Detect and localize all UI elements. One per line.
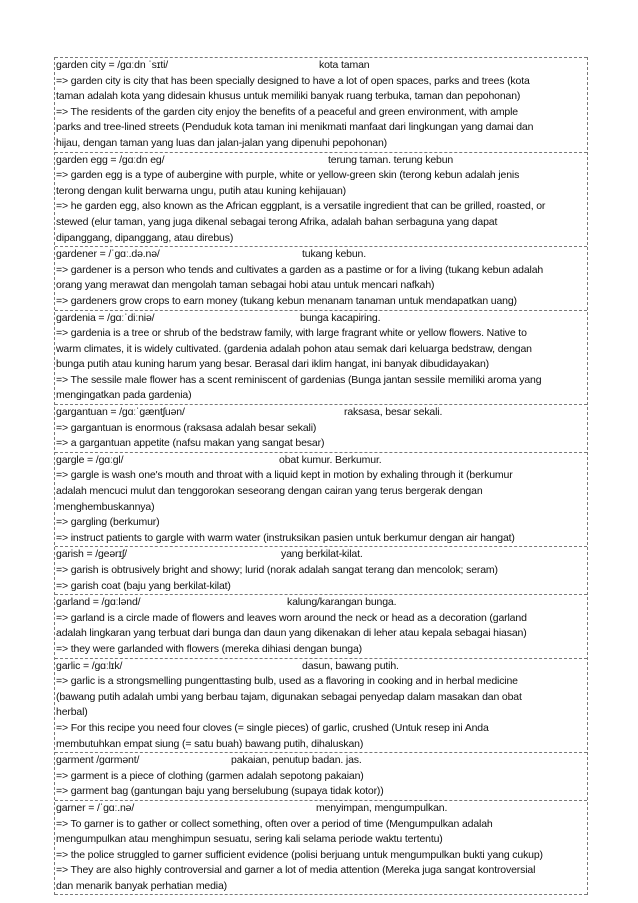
dictionary-entry [55,452,587,547]
entry-term: garish = /ɡeərɪʃ/ [56,548,127,561]
entry-text-line: taman adalah kota yang didesain khusus untuk memiliki banyak ruang terbuka, taman dan pepohonan) [56,90,521,103]
entry-translation: pakaian, penutup badan. jas. [231,754,362,767]
entry-text-line: => garden egg is a type of aubergine with purple, white or yellow-green skin (terong kebun adalah jenis [56,169,520,182]
entry-text-line: terong dengan kulit berwarna ungu, putih atau kuning kehijauan) [56,184,347,197]
entry-text-line: adalah lingkaran yang terbuat dari bunga dan daun yang dikenakan di leher atau kepala sebagai hiasan) [56,627,527,640]
entry-text-line: => instruct patients to gargle with warm water (instruksikan pasien untuk berkumur dengan air hangat) [56,531,515,544]
dictionary-entry [55,310,587,405]
entry-text-line: => To garner is to gather or collect something, often over a period of time (Mengumpulkan adalah [56,817,493,830]
entry-text-line: => garlic is a strongsmelling pungenttasting bulb, used as a flavoring in cooking and in herbal medicine [56,675,518,688]
dictionary-entry [55,594,587,657]
entry-text-line: stewed (elur taman, yang juga dikenal sebagai terong Afrika, adalah bahan serbaguna yang dapat [56,215,498,228]
entry-term: gargle = /ɡɑːɡl/ [56,453,124,466]
entry-text-line: => gardenia is a tree or shrub of the bedstraw family, with large fragrant white or yellow flowers. Native to [56,327,527,340]
entry-text-line: => gargle is wash one's mouth and throat with a liquid kept in motion by exhaling through it (berkumur [56,469,513,482]
entry-translation: yang berkilat-kilat. [281,548,363,561]
entry-translation: obat kumur. Berkumur. [279,453,382,466]
entry-text-line: => gargantuan is enormous (raksasa adalah besar sekali) [56,421,317,434]
entry-text-line: => gargling (berkumur) [56,516,160,529]
entry-header [55,311,587,327]
entry-translation: terung taman. terung kebun [328,153,454,166]
entry-term: gargantuan = /ɡɑːˈɡæntʃuən/ [56,406,185,419]
entry-term: garment /ɡɑrmənt/ [56,754,140,767]
entry-header [55,453,587,469]
entry-text-line: => garland is a circle made of flowers and leaves worn around the neck or head as a decoration (garland [56,611,527,624]
entry-term: garden egg = /ɡɑːdn eɡ/ [56,153,165,166]
entry-text-line: herbal) [56,706,88,719]
entry-text-line: => garish coat (baju yang berkilat-kilat) [56,579,231,592]
entry-text-line: => the police struggled to garner sufficient evidence (polisi berjuang untuk mengumpulkan bukti yang cukup) [56,848,543,861]
entry-text-line: => they were garlanded with flowers (mereka dihiasi dengan bunga) [56,642,363,655]
entry-text-line: dipanggang, dipanggang, atau direbus) [56,231,234,244]
entry-translation: kalung/karangan bunga. [287,596,397,609]
entry-translation: menyimpan, mengumpulkan. [316,801,448,814]
entry-header [55,247,587,263]
entry-term: garland = /ɡɑːlənd/ [56,596,141,609]
entry-text-line: => gardener is a person who tends and cultivates a garden as a pastime or for a living (tukang kebun adalah [56,263,544,276]
entry-text-line: membutuhkan empat siung (= satu buah) bawang putih, dihaluskan) [56,737,364,750]
entry-text-line: => gardeners grow crops to earn money (tukang kebun menanam tanaman untuk mendapatkan uang) [56,294,517,307]
entry-translation: bunga kacapiring. [300,311,381,324]
entry-text-line: hijau, dengan taman yang luas dan jalan-jalan yang dipenuhi pepohonan) [56,136,388,149]
entry-text-line: => The sessile male flower has a scent reminiscent of gardenias (Bunga jantan sessile memiliki aroma yang [56,373,542,386]
entry-translation: tukang kebun. [302,248,367,261]
dictionary-entry [55,800,587,896]
entry-term: garner = /ˈɡɑː.nə/ [56,801,135,814]
dictionary-entry [55,404,587,452]
entry-text-line: warm climates, it is widely cultivated. (gardenia adalah pohon atau semak dari keluarga bedstraw, dengan [56,342,532,355]
dictionary-entry [55,546,587,594]
dictionary-entry [55,152,587,247]
entry-header [55,595,587,611]
entry-term: garden city = /ɡɑːdn ˈsɪti/ [56,59,169,71]
dictionary-entry [55,246,587,309]
entry-text-line: => They are also highly controversial and garner a lot of media attention (Mereka juga sangat kontroversial [56,864,536,877]
entry-text-line: bunga putih atau kuning harum yang besar. Berasal dari iklim hangat, ini banyak dibudidayakan) [56,358,490,371]
entry-text-line: => For this recipe you need four cloves (= single pieces) of garlic, crushed (Untuk resep ini Anda [56,721,489,734]
entry-text-line: => The residents of the garden city enjoy the benefits of a peaceful and green environment, with ample [56,105,518,118]
entry-text-line: => garish is obtrusively bright and showy; lurid (norak adalah sangat terang dan mencolok; seram) [56,564,498,576]
entry-text-line: orang yang merawat dan mengolah taman sebagai hobi atau untuk mencari nafkah) [56,279,435,292]
entry-text-line: mengumpulkan atau menghimpun sesuatu, sering kali selama periode waktu tertentu) [56,833,443,846]
entry-header [55,801,587,817]
entry-text-line: => a gargantuan appetite (nafsu makan yang sangat besar) [56,437,325,450]
entry-text-line: (bawang putih adalah umbi yang berbau tajam, digunakan sebagai penyedap dalam masakan dan obat [56,690,522,703]
dictionary-entry [55,752,587,800]
entry-text-line: => he garden egg, also known as the African eggplant, is a versatile ingredient that can be grilled, roasted, or [56,200,546,213]
dictionary-page [54,57,588,895]
entry-term: gardenia = /ɡɑːˈdiːniə/ [56,311,155,324]
entry-header [55,405,587,421]
dictionary-entry [55,57,587,152]
entry-term: garlic = /ɡɑːlɪk/ [56,659,123,672]
entry-text-line: menghembuskannya) [56,500,155,513]
entry-translation: raksasa, besar sekali. [344,406,443,419]
entry-translation: dasun, bawang putih. [302,659,399,672]
entry-text-line: parks and tree-lined streets (Penduduk kota taman ini menikmati manfaat dari lingkungan yang damai dan [56,121,534,134]
entry-term: gardener = /ˈɡɑː.də.nə/ [56,248,160,261]
dictionary-entry [55,658,587,753]
entry-text-line: => garment is a piece of clothing (garmen adalah sepotong pakaian) [56,769,364,782]
entry-text-line: => garment bag (gantungan baju yang berselubung (supaya tidak kotor)) [56,785,384,798]
entry-header [55,659,587,675]
entry-header [55,58,587,74]
entry-translation: kota taman [319,59,370,71]
entry-text-line: mengingatkan pada gardenia) [56,389,192,402]
entry-header [55,153,587,169]
entry-header [55,547,587,563]
entry-text-line: adalah mencuci mulut dan tenggorokan seseorang dengan cairan yang terus bergerak dengan [56,485,483,498]
entry-text-line: dan menarik banyak perhatian media) [56,879,228,892]
entry-header [55,753,587,769]
entry-text-line: => garden city is city that has been specially designed to have a lot of open spaces, parks and trees (kota [56,74,530,87]
